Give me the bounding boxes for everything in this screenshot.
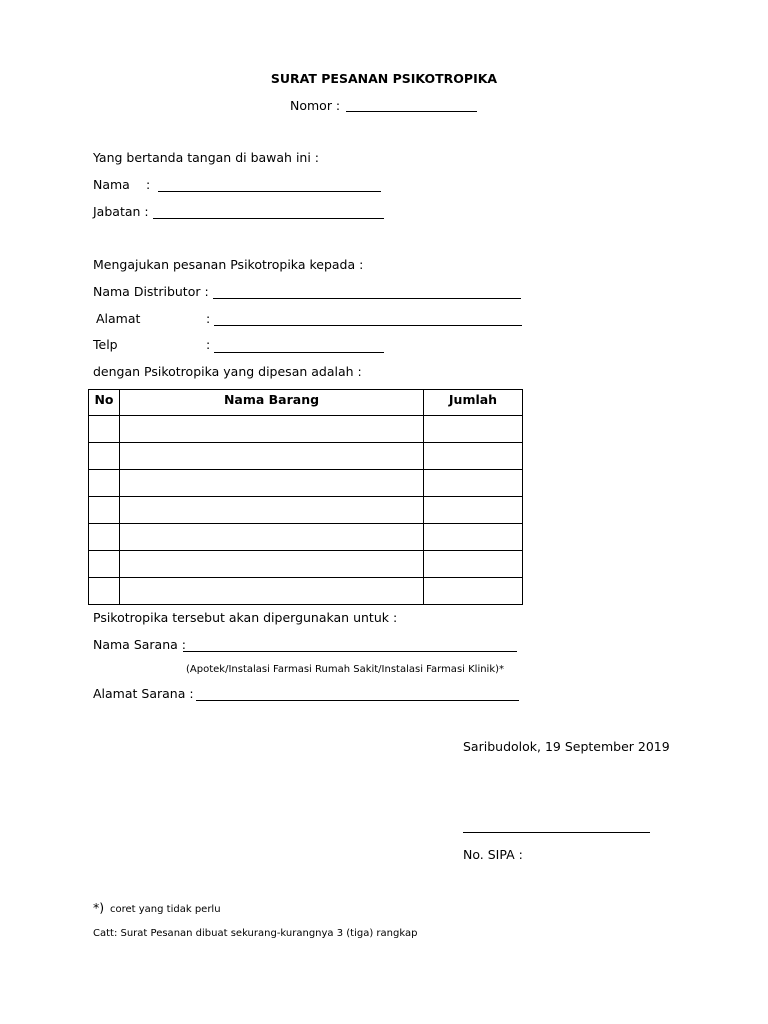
jabatan-label: Jabatan :	[93, 204, 149, 219]
table-cell[interactable]	[120, 443, 424, 470]
table-cell[interactable]	[424, 416, 523, 443]
table-cell[interactable]	[424, 551, 523, 578]
column-header-jumlah: Jumlah	[424, 390, 523, 416]
table-cell[interactable]	[120, 578, 424, 605]
signature-line	[463, 832, 650, 833]
table-cell[interactable]	[120, 497, 424, 524]
table-cell[interactable]	[120, 416, 424, 443]
order-list-intro: dengan Psikotropika yang dipesan adalah :	[93, 364, 362, 379]
table-cell[interactable]	[424, 524, 523, 551]
alamat-sarana-field-line	[196, 700, 519, 701]
footnote-star-note: coret yang tidak perlu	[110, 904, 221, 915]
nama-sarana-field-line	[183, 651, 517, 652]
table-header-row	[89, 390, 523, 416]
jabatan-field-line	[153, 218, 384, 219]
telp-colon: :	[206, 337, 211, 352]
telp-field-line	[214, 352, 384, 353]
telp-label: Telp	[93, 337, 118, 352]
alamat-field-line	[214, 325, 522, 326]
column-header-nama-barang: Nama Barang	[120, 390, 424, 416]
table-cell[interactable]	[89, 443, 120, 470]
table-cell[interactable]	[424, 470, 523, 497]
table-cell[interactable]	[89, 578, 120, 605]
table-cell[interactable]	[120, 470, 424, 497]
footnote-star: *)	[93, 900, 105, 915]
nomor-label: Nomor :	[290, 98, 341, 113]
table-row	[89, 578, 523, 605]
table-cell[interactable]	[120, 524, 424, 551]
footnote-catt: Catt: Surat Pesanan dibuat sekurang-kurangnya 3 (tiga) rangkap	[93, 928, 418, 939]
nama-colon: :	[146, 177, 151, 192]
table-row	[89, 551, 523, 578]
nama-field-line	[158, 191, 381, 192]
signer-intro: Yang bertanda tangan di bawah ini :	[93, 150, 320, 165]
table-cell[interactable]	[89, 497, 120, 524]
sipa-label: No. SIPA :	[463, 847, 523, 862]
table-cell[interactable]	[120, 551, 424, 578]
table-cell[interactable]	[424, 578, 523, 605]
table-row	[89, 524, 523, 551]
nomor-field-line	[346, 111, 477, 112]
nama-sarana-label: Nama Sarana :	[93, 637, 186, 652]
table-row	[89, 443, 523, 470]
table-row	[89, 497, 523, 524]
table-cell[interactable]	[89, 524, 120, 551]
order-items-table	[88, 389, 523, 605]
table-cell[interactable]	[89, 470, 120, 497]
place-and-date: Saribudolok, 19 September 2019	[463, 739, 670, 754]
distributor-intro: Mengajukan pesanan Psikotropika kepada :	[93, 257, 364, 272]
table-cell[interactable]	[424, 497, 523, 524]
table-cell[interactable]	[424, 443, 523, 470]
sarana-type-note: (Apotek/Instalasi Farmasi Rumah Sakit/Instalasi Farmasi Klinik)*	[186, 664, 505, 675]
nama-label: Nama	[93, 177, 130, 192]
alamat-sarana-label: Alamat Sarana :	[93, 686, 194, 701]
table-cell[interactable]	[89, 416, 120, 443]
alamat-colon: :	[206, 311, 211, 326]
nama-distributor-field-line	[213, 298, 521, 299]
document-title: SURAT PESANAN PSIKOTROPIKA	[270, 71, 498, 86]
alamat-label: Alamat	[96, 311, 141, 326]
table-cell[interactable]	[89, 551, 120, 578]
table-row	[89, 416, 523, 443]
usage-intro: Psikotropika tersebut akan dipergunakan untuk :	[93, 610, 398, 625]
table-row	[89, 470, 523, 497]
column-header-no: No	[89, 390, 120, 416]
nama-distributor-label: Nama Distributor :	[93, 284, 209, 299]
